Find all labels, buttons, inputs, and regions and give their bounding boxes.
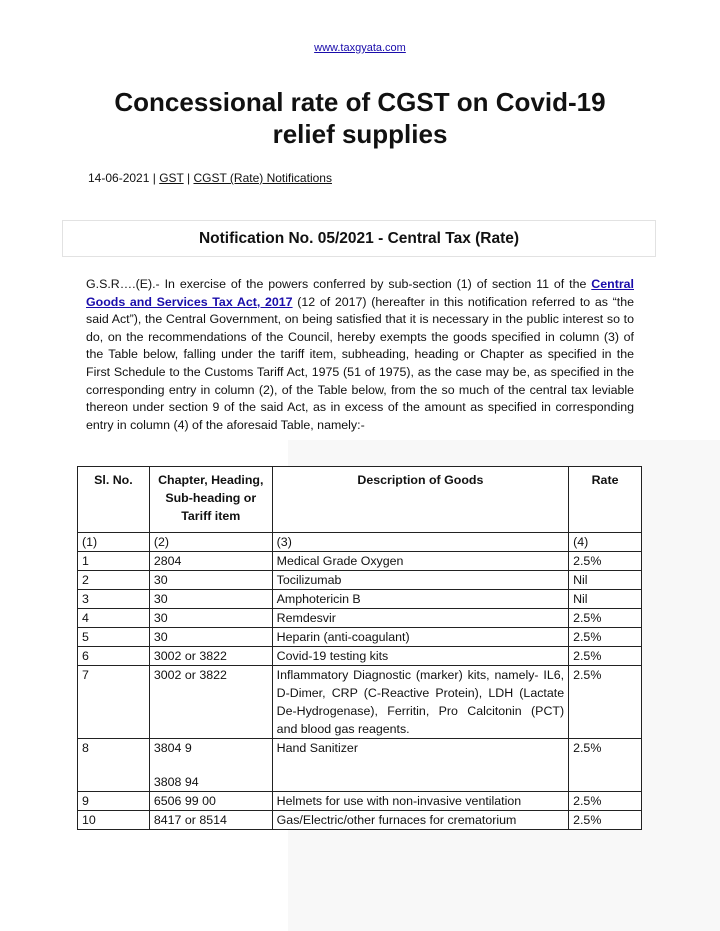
header-rate: Rate [569, 467, 642, 533]
cell-chapter: 6506 99 00 [149, 792, 272, 811]
cell-description: Covid-19 testing kits [272, 647, 568, 666]
category-link-gst[interactable]: GST [159, 171, 184, 185]
table-row [78, 666, 642, 739]
col-num-4: (4) [569, 533, 642, 552]
cell-chapter: 8417 or 8514 [149, 811, 272, 830]
cell-rate: Nil [569, 590, 642, 609]
category-link-cgst-rate[interactable]: CGST (Rate) Notifications [193, 171, 332, 185]
cell-chapter [149, 739, 272, 792]
cell-sl: 8 [78, 739, 150, 792]
cell-chapter: 3002 or 3822 [149, 666, 272, 739]
cell-chapter: 30 [149, 609, 272, 628]
chapter-line: 3808 94 [153, 775, 199, 789]
cell-sl: 9 [78, 792, 150, 811]
cell-description: Remdesvir [272, 609, 568, 628]
table-row [78, 628, 642, 647]
cgst-act-link[interactable]: Central Goods and Services Tax Act, 2017 [86, 277, 634, 309]
cell-description: Inflammatory Diagnostic (marker) kits, namely- IL6, D-Dimer, CRP (C-Reactive Protein), LDH (Lactate De-Hydrogenase), Ferritin, Pro Calcitonin (PCT) and blood gas reagents. [272, 666, 568, 739]
col-num-2: (2) [149, 533, 272, 552]
cell-chapter: 3002 or 3822 [149, 647, 272, 666]
notification-heading: Notification No. 05/2021 - Central Tax (Rate) [198, 229, 520, 247]
table-row [78, 739, 642, 792]
cell-sl: 6 [78, 647, 150, 666]
table-row [78, 552, 642, 571]
cell-rate: 2.5% [569, 647, 642, 666]
header-sl-no: Sl. No. [78, 467, 150, 533]
paragraph-text-start: G.S.R….(E).- In exercise of the powers conferred by sub-section (1) of section 11 of the [86, 277, 592, 291]
table-row [78, 792, 642, 811]
cell-chapter: 30 [149, 590, 272, 609]
column-number-row [78, 533, 642, 552]
table-row [78, 811, 642, 830]
cell-rate: 2.5% [569, 666, 642, 739]
cell-sl: 4 [78, 609, 150, 628]
cell-description: Amphotericin B [272, 590, 568, 609]
cell-rate: 2.5% [569, 792, 642, 811]
cell-sl: 2 [78, 571, 150, 590]
cell-rate: 2.5% [569, 739, 642, 792]
cell-description: Medical Grade Oxygen [272, 552, 568, 571]
cell-chapter: 2804 [149, 552, 272, 571]
cell-sl: 5 [78, 628, 150, 647]
cell-description: Hand Sanitizer [272, 739, 568, 792]
header-description: Description of Goods [272, 467, 568, 533]
article-meta [88, 171, 332, 185]
table-header-row [78, 467, 642, 533]
cell-chapter: 30 [149, 628, 272, 647]
col-num-1: (1) [78, 533, 150, 552]
cell-chapter: 30 [149, 571, 272, 590]
table-row [78, 590, 642, 609]
cell-description: Tocilizumab [272, 571, 568, 590]
col-num-3: (3) [272, 533, 568, 552]
table-row [78, 609, 642, 628]
meta-separator: | [187, 171, 191, 185]
table-row [78, 647, 642, 666]
notification-heading-box [62, 220, 656, 257]
cell-description: Helmets for use with non-invasive ventilation [272, 792, 568, 811]
cell-description: Heparin (anti-coagulant) [272, 628, 568, 647]
page-title: Concessional rate of CGST on Covid-19 relief supplies [114, 87, 606, 149]
cell-description: Gas/Electric/other furnaces for crematorium [272, 811, 568, 830]
cell-rate: 2.5% [569, 628, 642, 647]
site-header [0, 42, 720, 54]
header-chapter: Chapter, Heading, Sub-heading or Tariff item [149, 467, 272, 533]
goods-rate-table [77, 466, 642, 830]
site-link[interactable]: www.taxgyata.com [314, 42, 406, 54]
cell-rate: 2.5% [569, 609, 642, 628]
cell-sl: 1 [78, 552, 150, 571]
publish-date: 14-06-2021 [88, 171, 150, 185]
cell-rate: 2.5% [569, 811, 642, 830]
paragraph-text-end: (12 of 2017) (hereafter in this notification referred to as “the said Act”), the Central Government, on being satisfied that it is necessary in the public interest so to do, on the recommendations of the Council, hereby exempts the goods specified in column (3) of the Table below, falling under the tariff item, subheading, heading or Chapter as specified in the First Schedule to the Customs Tariff Act, 1975 (51 of 1975), as the case may be, as specified in the corresponding entry in column (2), of the Table below, from the so much of the central tax leviable thereon under section 9 of the said Act, as in excess of the amount as specified in corresponding entry in column (4) of the aforesaid Table, namely:- [86, 294, 634, 432]
cell-sl: 7 [78, 666, 150, 739]
table-row [78, 571, 642, 590]
cell-rate: 2.5% [569, 552, 642, 571]
cell-rate: Nil [569, 571, 642, 590]
cell-sl: 10 [78, 811, 150, 830]
notification-paragraph [86, 276, 634, 434]
chapter-line: 3804 9 [153, 741, 192, 755]
cell-sl: 3 [78, 590, 150, 609]
meta-separator: | [152, 171, 156, 185]
